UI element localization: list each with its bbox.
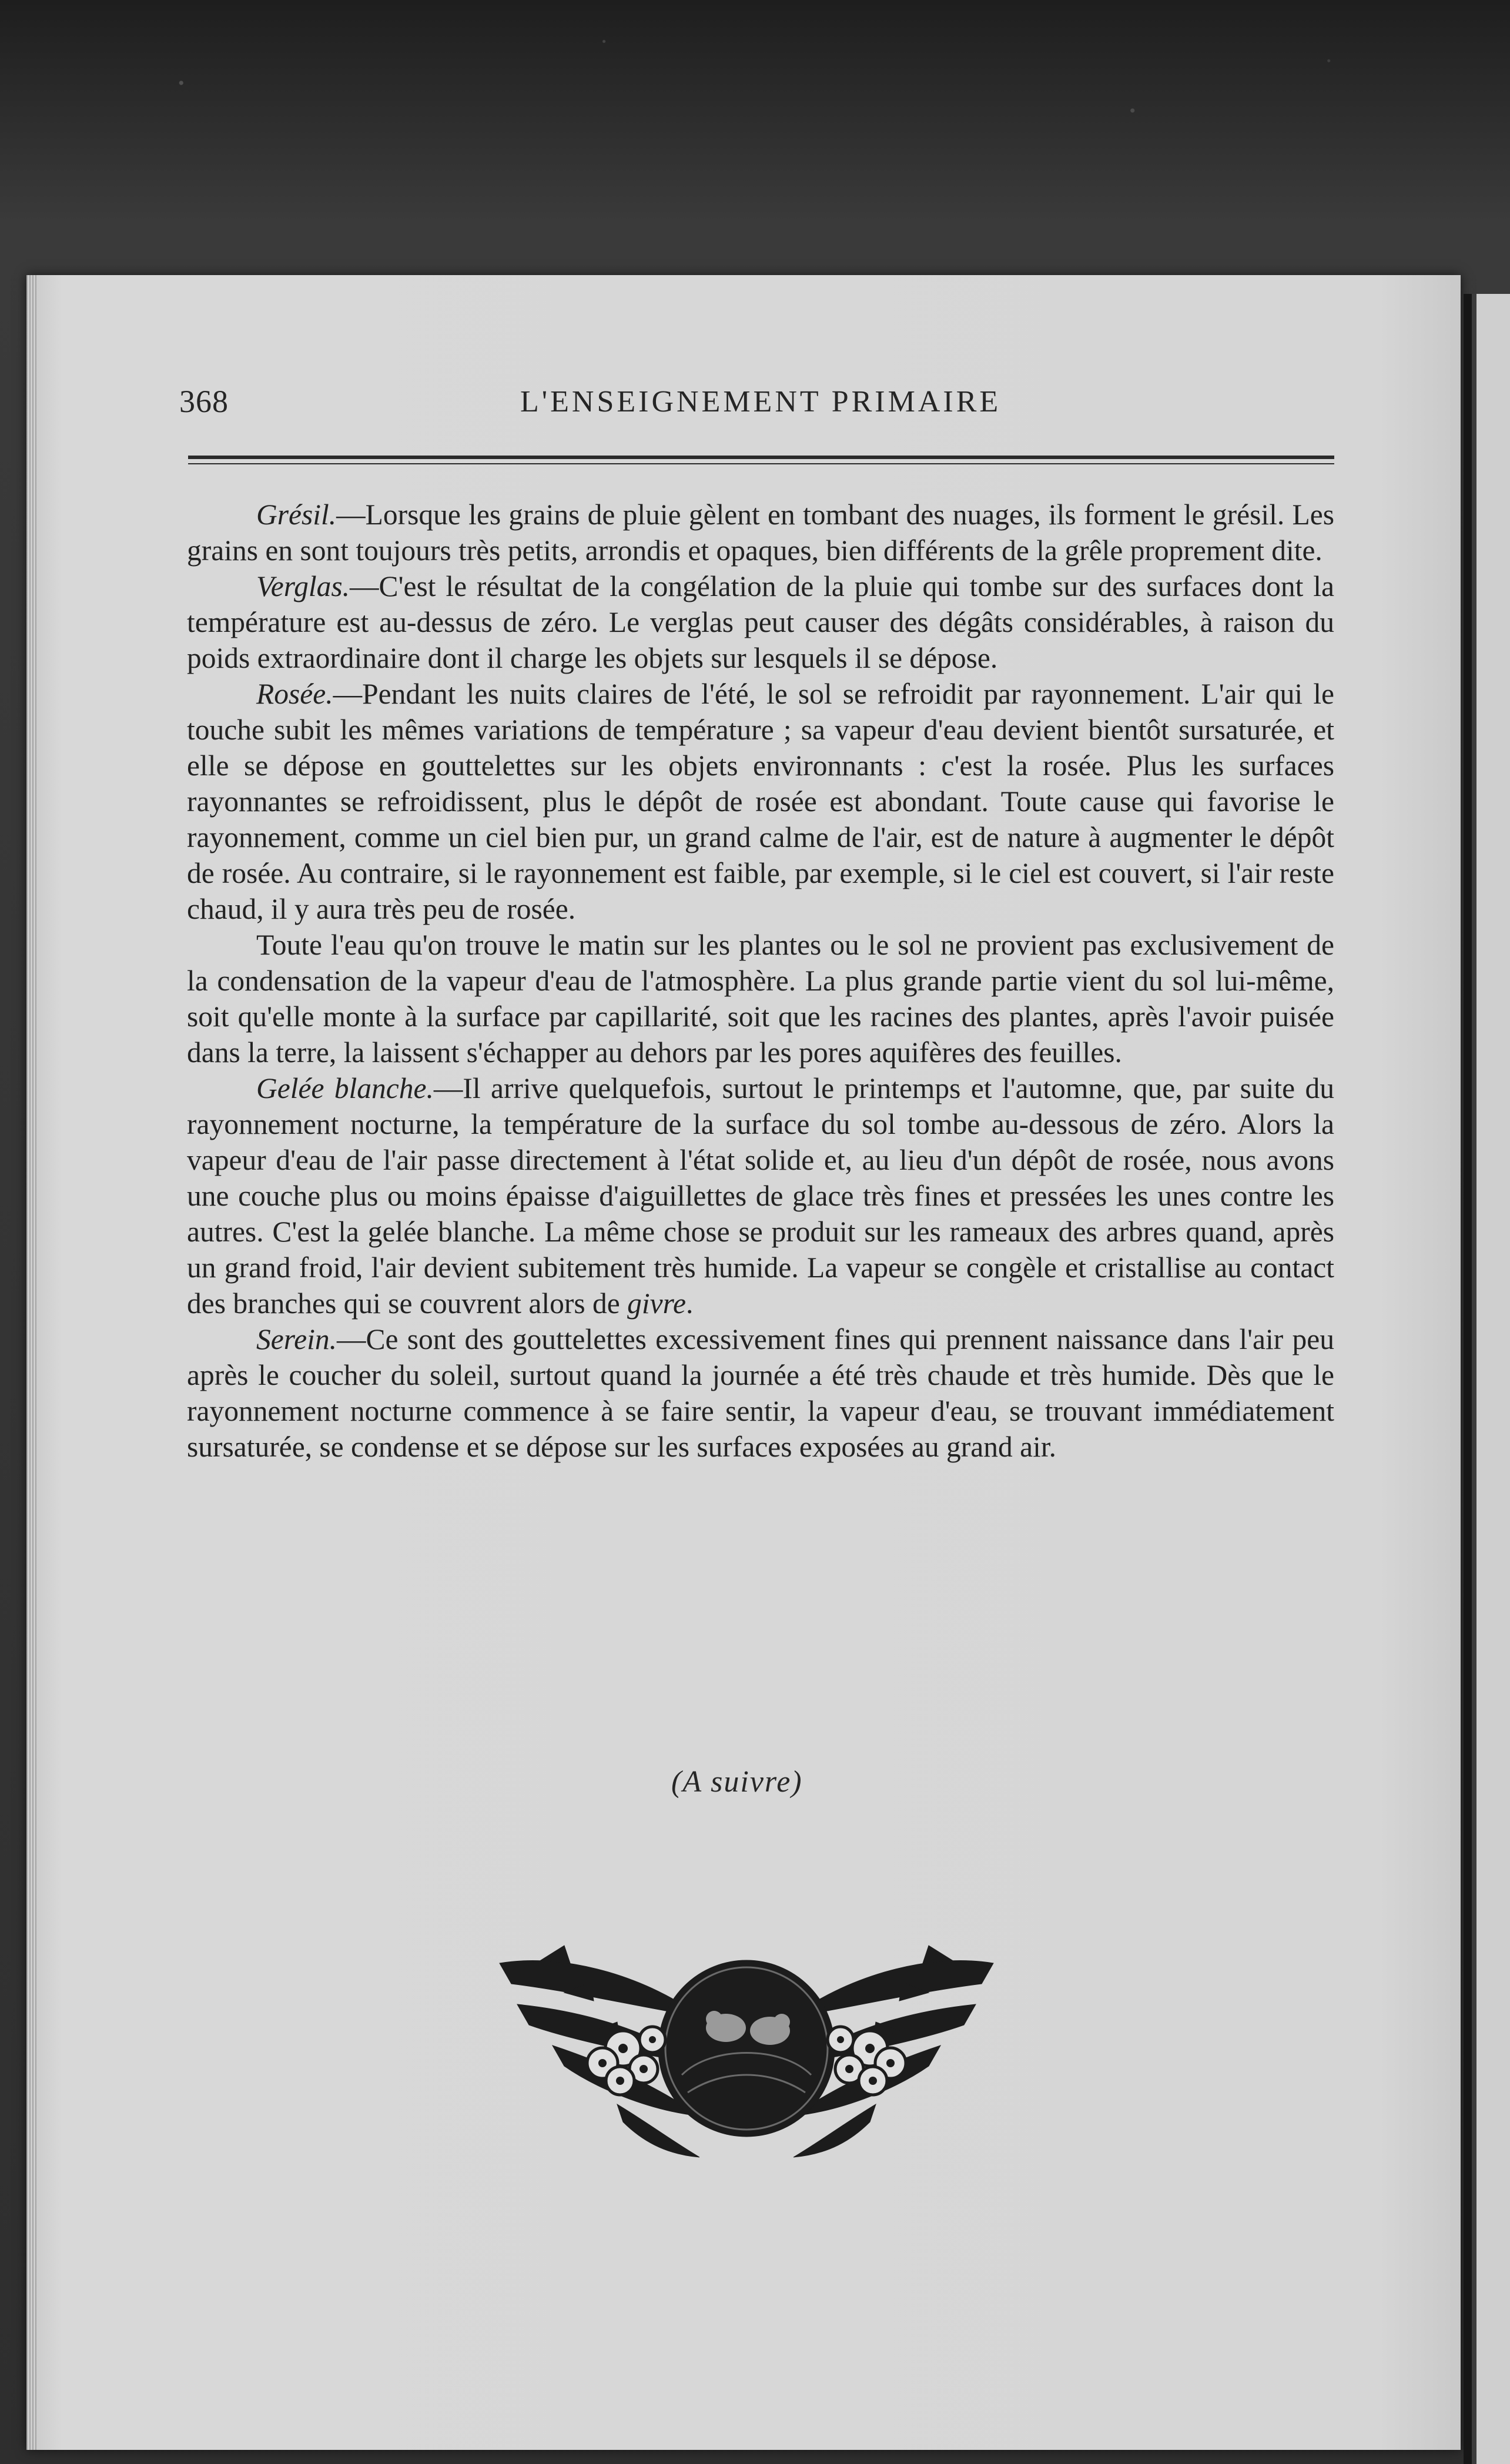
floral-ornament-icon — [476, 1928, 1017, 2169]
text-gresil: —Lorsque les grains de pluie gèlent en tombant des nuages, ils forment le grésil. Les grains en sont toujours très petits, arrondis et opaques, bien différents de la grêle proprement dite. — [187, 498, 1334, 567]
paragraph-eau-matin — [187, 927, 1334, 1070]
term-gresil: Grésil. — [256, 498, 337, 531]
header-rule-thin — [188, 463, 1334, 464]
paragraph-gelee-blanche — [187, 1070, 1334, 1321]
text-rosee: —Pendant les nuits claires de l'été, le sol se refroidit par rayonnement. L'air qui le touche subit les mêmes variations de température ; sa vapeur d'eau devient bientôt sursaturée, et elle se dépose en gouttelettes sur les objets environnants : c'est la rosée. Plus les surfaces rayonnantes se refroidissent, plus le dépôt de rosée est abondant. Toute cause qui favorise le rayonnement, comme un ciel bien pur, un grand calme de l'air, est de nature à augmenter le dépôt de rosée. Au contraire, si le rayonnement est faible, par exemple, si le ciel est couvert, si l'air reste chaud, il y aura très peu de rosée. — [187, 678, 1334, 925]
term-gelee-blanche: Gelée blanche. — [256, 1072, 434, 1104]
page-stack-edge — [26, 275, 37, 2450]
text-eau-matin: Toute l'eau qu'on trouve le matin sur les plantes ou le sol ne provient pas exclusivement de la condensation de la vapeur d'eau de l'atmosphère. La plus grande partie vient du sol lui-même, soit qu'elle monte à la surface par capillarité, soit que les racines des plantes, après l'avoir puisée dans la terre, la laissent s'échapper au dehors par les pores aquifères des feuilles. — [187, 929, 1334, 1069]
term-serein: Serein. — [256, 1323, 337, 1355]
paragraph-gresil — [187, 497, 1334, 568]
term-verglas: Verglas. — [256, 570, 350, 602]
running-title: L'ENSEIGNEMENT PRIMAIRE — [520, 385, 1002, 419]
page-number: 368 — [179, 384, 229, 419]
adjacent-page-edge — [1464, 294, 1510, 2464]
paragraph-verglas — [187, 568, 1334, 676]
paragraph-serein — [187, 1321, 1334, 1465]
header-rule-thick — [188, 456, 1334, 459]
background-above-page — [0, 0, 1510, 276]
running-header — [179, 383, 1073, 430]
paragraph-rosee — [187, 676, 1334, 927]
text-verglas: —C'est le résultat de la congélation de la pluie qui tombe sur des surfaces dont la température est au-dessus de zéro. Le verglas peut causer des dégâts considérables, à raison du poids extraordinaire dont il charge les objets sur lesquels il se dépose. — [187, 570, 1334, 674]
term-rosee: Rosée. — [256, 678, 333, 710]
article-body — [187, 497, 1334, 1465]
text-serein: —Ce sont des gouttelettes excessivement fines qui prennent naissance dans l'air peu après le coucher du soleil, surtout quand la journée a été très chaude et très humide. Dès que le rayonnement nocturne commence à se faire sentir, la vapeur d'eau, se trouvant immédiatement sursaturée, se condense et se dépose sur les surfaces exposées au grand air. — [187, 1323, 1334, 1463]
to-be-continued: (A suivre) — [671, 1765, 803, 1799]
text-gelee-blanche: —Il arrive quelquefois, surtout le printemps et l'automne, que, par suite du rayonnement nocturne, la température de la surface du sol tombe au-dessous de zéro. Alors la vapeur d'eau de l'air passe directement à l'état solide et, au lieu d'un dépôt de rosée, nous avons une couche plus ou moins épaisse d'aiguillettes de glace très fines et pressées les unes contre les autres. C'est la gelée blanche. La même chose se produit sur les rameaux des arbres quand, après un grand froid, l'air devient subitement très humide. La vapeur se congèle et cristallise au contact des branches qui se couvrent alors de — [187, 1072, 1334, 1320]
text-givre: givre — [627, 1287, 686, 1320]
text-gelee-end: . — [686, 1287, 694, 1320]
